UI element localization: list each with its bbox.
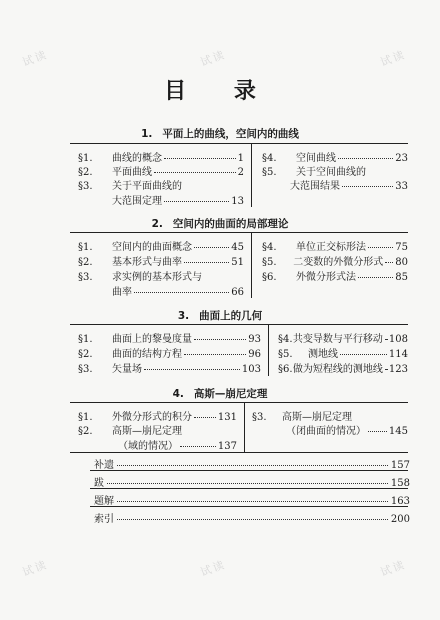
divider [70, 402, 408, 403]
watermark: 试读 [20, 47, 50, 70]
toc-entry[interactable]: §5. 关于空间曲线的 [262, 167, 366, 178]
toc-entry-continuation[interactable]: （闭曲面的情况） 145 [286, 426, 408, 437]
chapter-number: 4. [172, 388, 184, 400]
chapter-title: 平面上的曲线，空间内的曲线 [162, 128, 299, 140]
chapter-heading [0, 386, 440, 401]
toc-entry[interactable]: §5. 测地线 114 [278, 349, 408, 360]
toc-entry[interactable]: §3. 求实例的基本形式与 [78, 272, 202, 283]
toc-entry[interactable]: §3. 关于平面曲线的 [78, 181, 182, 192]
divider [70, 232, 408, 233]
divider [70, 452, 408, 453]
chapter-number: 3. [177, 310, 190, 322]
toc-entry[interactable]: §6. 做为短程线的测地线 123 [278, 364, 408, 375]
watermark: 试读 [378, 557, 408, 580]
chapter-heading [0, 126, 440, 141]
appendix-entry[interactable]: 补遗 157 [94, 460, 410, 471]
toc-entry[interactable]: §2. 基本形式与曲率 51 [78, 257, 244, 268]
chapter-number: 2. [151, 218, 163, 230]
appendix-entry[interactable]: 题解 163 [94, 496, 410, 507]
chapter-title: 高斯—崩尼定理 [193, 388, 268, 400]
chapter-heading [0, 308, 440, 323]
toc-entry-continuation[interactable]: 曲率 66 [112, 287, 244, 298]
toc-entry[interactable]: §2. 平面曲线 2 [78, 167, 244, 178]
toc-entry-continuation[interactable]: 大范围结果 33 [290, 181, 408, 192]
chapter-title: 曲面上的几何 [199, 310, 263, 322]
toc-entry[interactable]: §1. 曲面上的黎曼度量 93 [78, 334, 261, 345]
divider [70, 143, 408, 144]
toc-entry[interactable]: §1. 空间内的曲面概念 45 [78, 242, 244, 253]
toc-entry[interactable]: §3. 高斯—崩尼定理 [252, 412, 352, 423]
divider [90, 488, 408, 489]
divider [70, 324, 408, 325]
chapter-number: 1. [141, 128, 153, 140]
appendix-entry[interactable]: 索引 200 [94, 514, 410, 525]
toc-entry[interactable]: §4. 单位正交标形法 75 [262, 242, 408, 253]
toc-entry[interactable]: §2. 高斯—崩尼定理 [78, 426, 182, 437]
toc-entry[interactable]: §5. 二变数的外微分形式 80 [262, 257, 408, 268]
toc-entry-continuation[interactable]: 大范围定理 13 [112, 196, 244, 207]
column-divider [244, 402, 245, 452]
toc-entry[interactable]: §1. 曲线的概念 1 [78, 153, 244, 164]
chapter-title: 空间内的曲面的局部理论 [172, 218, 289, 230]
column-divider [251, 232, 252, 298]
chapter-heading [0, 216, 440, 231]
toc-entry[interactable]: §6. 外微分形式法 85 [262, 272, 408, 283]
toc-entry-continuation[interactable]: （域的情况） 137 [118, 441, 237, 452]
toc-entry[interactable]: §3. 矢量场 103 [78, 364, 261, 375]
toc-entry[interactable]: §4. 空间曲线 23 [262, 153, 408, 164]
column-divider [268, 324, 269, 376]
watermark: 试读 [20, 557, 50, 580]
appendix-entry[interactable]: 跋 158 [94, 478, 410, 489]
divider [90, 506, 408, 507]
toc-entry[interactable]: §4. 共变导数与平行移动 108 [278, 334, 408, 345]
page-title: 目 录 [164, 78, 276, 104]
toc-entry[interactable]: §2. 曲面的结构方程 96 [78, 349, 261, 360]
watermark: 试读 [378, 47, 408, 70]
toc-entry[interactable]: §1. 外微分形式的积分 131 [78, 412, 237, 423]
column-divider [251, 143, 252, 207]
watermark: 试读 [198, 47, 228, 70]
watermark: 试读 [198, 557, 228, 580]
divider [90, 470, 408, 471]
